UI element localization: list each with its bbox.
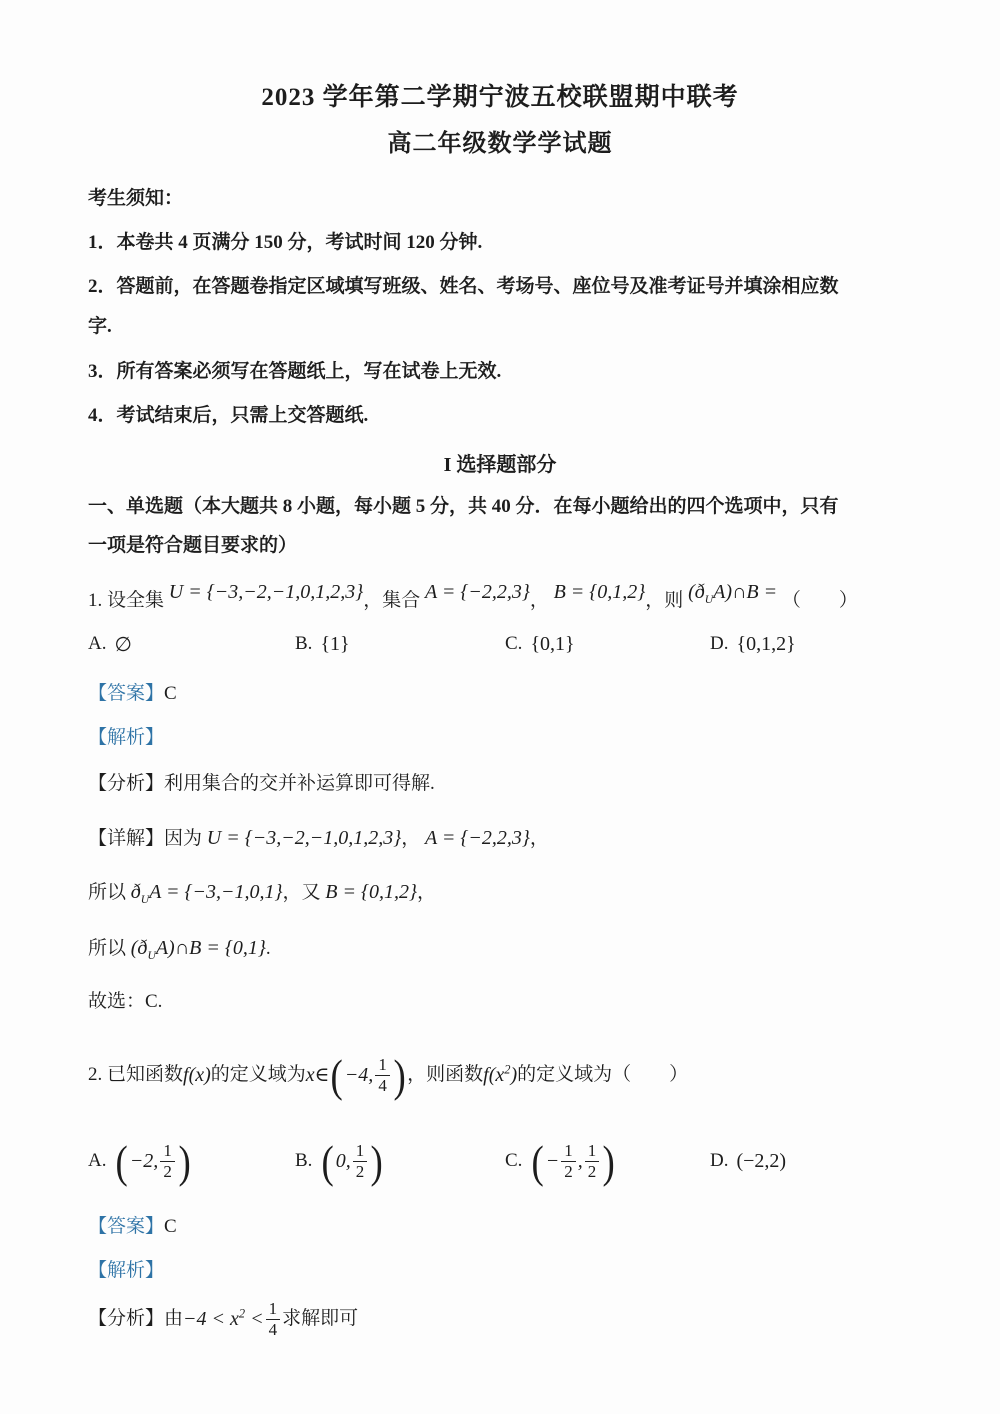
fraction-numerator: 1 bbox=[564, 1140, 573, 1160]
question-1-detail-line-2 bbox=[88, 877, 912, 908]
option-c-value: {0,1} bbox=[530, 632, 575, 655]
complement-rest: A)∩B = bbox=[713, 580, 778, 603]
question-1-detail-line-1 bbox=[88, 823, 912, 854]
question-2-jiexi-line bbox=[88, 1258, 912, 1285]
interval-neg4-quarter bbox=[329, 1049, 407, 1101]
intersection-result-set: A)∩B = {0,1} bbox=[155, 936, 266, 959]
option-c bbox=[505, 633, 710, 656]
fenxi-label: 【分析】 bbox=[88, 773, 165, 795]
option-a bbox=[88, 632, 295, 657]
xiangjie-label: 【详解】 bbox=[88, 827, 165, 849]
detail-end-comma: ， bbox=[529, 827, 549, 849]
fenxi-text: 利用集合的交并补运算即可得解. bbox=[164, 773, 435, 795]
option-b bbox=[295, 1135, 505, 1187]
big-open-paren: ( bbox=[331, 1049, 344, 1101]
interval-left-value: 0, bbox=[335, 1149, 351, 1172]
fenxi-label: 【分析】 bbox=[88, 1308, 165, 1330]
fraction-denominator: 2 bbox=[585, 1161, 600, 1182]
option-a-interval bbox=[114, 1135, 192, 1187]
fraction-one-half bbox=[353, 1141, 368, 1183]
big-close-paren: ) bbox=[178, 1135, 191, 1187]
option-d-value: {0,1,2} bbox=[736, 632, 796, 655]
fx2-close: ) bbox=[510, 1064, 518, 1087]
exam-subtitle: 高二年级数学学试题 bbox=[387, 131, 613, 158]
answer-value: C bbox=[164, 682, 177, 704]
big-close-paren: ) bbox=[393, 1049, 406, 1101]
complement-glyph: ð bbox=[130, 881, 141, 904]
interval-comma: , bbox=[577, 1149, 583, 1172]
fenxi-post: 求解即可 bbox=[282, 1308, 359, 1330]
question-1-answer-line bbox=[88, 681, 912, 708]
detail-text-3: 所以 bbox=[88, 937, 127, 959]
jiexi-label: 【解析】 bbox=[88, 1260, 165, 1281]
question-1-lead: 1. 设全集 bbox=[88, 589, 165, 611]
fraction-numerator: 1 bbox=[378, 1054, 387, 1074]
option-c-label: C. bbox=[505, 633, 523, 655]
option-a-value: ∅ bbox=[114, 633, 132, 656]
function-fx-squared bbox=[483, 1060, 517, 1090]
detail-set-u: U = {−3,−2,−1,0,1,2,3} bbox=[206, 826, 402, 849]
stem-separator-3: ，则 bbox=[645, 589, 684, 611]
detail-complement-a bbox=[130, 881, 283, 907]
notice-heading: 考生须知： bbox=[88, 188, 184, 210]
fx2-open: f(x bbox=[483, 1064, 505, 1087]
fraction-one-fourth bbox=[375, 1055, 390, 1097]
detail-text-1: 因为 bbox=[164, 827, 203, 849]
question-2-fenxi-line bbox=[88, 1299, 912, 1341]
fraction-one-half bbox=[561, 1141, 576, 1183]
complement-subscript: U bbox=[140, 893, 150, 907]
notice-item-3: 3．所有答案必须写在答题纸上，写在试卷上无效. bbox=[88, 360, 502, 382]
set-b-expression: B = {0,1,2} bbox=[553, 580, 646, 603]
question-1-fenxi-line bbox=[88, 770, 912, 799]
x-element-of: x∈ bbox=[305, 1064, 330, 1087]
option-c-interval bbox=[530, 1135, 616, 1187]
big-open-paren: ( bbox=[531, 1135, 545, 1187]
complement-open: (ð bbox=[688, 580, 705, 603]
inequality-expression bbox=[183, 1304, 264, 1334]
complement-subscript: U bbox=[704, 592, 714, 606]
option-b-label: B. bbox=[295, 633, 313, 655]
answer-value: C bbox=[164, 1216, 177, 1238]
question-1-stem bbox=[88, 580, 912, 616]
jiexi-label: 【解析】 bbox=[88, 726, 165, 748]
x-exponent: 2 bbox=[504, 1062, 511, 1077]
question-2-stem bbox=[88, 1042, 912, 1108]
option-b-interval bbox=[320, 1135, 384, 1187]
question-1-conclusion: 故选：C. bbox=[88, 990, 163, 1012]
function-fx: f(x) bbox=[183, 1064, 211, 1087]
detail-intersection-result bbox=[130, 936, 266, 962]
inequality-left: −4 < x bbox=[183, 1308, 239, 1331]
fraction-numerator: 1 bbox=[163, 1140, 172, 1160]
detail-set-a: A = {−2,2,3} bbox=[424, 826, 530, 849]
option-d-value: (−2,2) bbox=[736, 1149, 787, 1172]
complement-result-set: A = {−3,−1,0,1} bbox=[149, 881, 283, 904]
notice-item-4: 4．考试结束后，只需上交答题纸. bbox=[88, 405, 369, 427]
question-1-jiexi-line bbox=[88, 725, 912, 752]
big-close-paren: ) bbox=[370, 1135, 384, 1187]
fraction-numerator: 1 bbox=[268, 1298, 278, 1318]
question-1-detail-line-3 bbox=[88, 933, 912, 964]
answer-blank-parentheses: （ ） bbox=[781, 589, 858, 611]
interval-left-value: −4, bbox=[344, 1064, 374, 1087]
option-d-label: D. bbox=[710, 633, 729, 655]
x-exponent: 2 bbox=[238, 1306, 246, 1321]
option-c bbox=[505, 1135, 710, 1187]
notice-item-2-line-1: 2．答题前，在答题卷指定区域填写班级、姓名、考场号、座位号及准考证号并填涂相应数 bbox=[88, 276, 839, 298]
fraction-denominator: 2 bbox=[561, 1161, 576, 1182]
stem-separator-2: ， bbox=[529, 589, 549, 611]
big-open-paren: ( bbox=[116, 1135, 129, 1187]
detail-end-comma-2: ， bbox=[416, 882, 436, 904]
fenxi-pre: 由 bbox=[164, 1308, 184, 1330]
option-a-label: A. bbox=[88, 633, 107, 655]
big-close-paren: ) bbox=[602, 1135, 616, 1187]
detail-separator-2: ，又 bbox=[282, 882, 321, 904]
section-intro-line-1: 一、单选题（本大题共 8 小题，每小题 5 分，共 40 分．在每小题给出的四个选项中，只有 bbox=[88, 495, 839, 517]
less-than-sign: < bbox=[245, 1308, 264, 1331]
answer-label: 【答案】 bbox=[88, 682, 165, 704]
fraction-one-half bbox=[160, 1141, 175, 1183]
option-c-label: C. bbox=[505, 1150, 523, 1172]
complement-open-paren: (ð bbox=[130, 936, 148, 959]
question-2-answer-line bbox=[88, 1214, 912, 1241]
option-a bbox=[88, 1135, 295, 1187]
notice-item-2-line-2: 字. bbox=[88, 316, 112, 338]
option-a-label: A. bbox=[88, 1150, 107, 1172]
stem-text-3: 的定义域为（ ） bbox=[517, 1064, 689, 1086]
fraction-numerator: 1 bbox=[355, 1140, 365, 1160]
interval-left-value: −2, bbox=[129, 1149, 159, 1172]
set-u-expression: U = {−3,−2,−1,0,1,2,3} bbox=[168, 580, 364, 603]
question-1-options bbox=[88, 632, 912, 657]
exam-title: 2023 学年第二学期宁波五校联盟期中联考 bbox=[261, 84, 739, 111]
section-intro-line-2: 一项是符合题目要求的） bbox=[88, 535, 298, 557]
fraction-numerator: 1 bbox=[587, 1140, 597, 1160]
question-2-options bbox=[88, 1128, 912, 1194]
section-heading: I 选择题部分 bbox=[443, 453, 557, 476]
fraction-one-half bbox=[585, 1141, 600, 1183]
option-b-value: {1} bbox=[320, 632, 350, 655]
question-2-lead: 2. 已知函数 bbox=[88, 1064, 184, 1086]
detail-separator: ， bbox=[401, 827, 421, 849]
detail-period: . bbox=[265, 937, 271, 959]
set-a-expression: A = {−2,2,3} bbox=[424, 580, 530, 603]
complement-subscript: U bbox=[147, 948, 156, 962]
big-open-paren: ( bbox=[321, 1135, 335, 1187]
option-d bbox=[710, 1150, 912, 1173]
option-d-label: D. bbox=[710, 1150, 729, 1172]
stem-text-1: 的定义域为 bbox=[210, 1064, 306, 1086]
fraction-one-fourth bbox=[266, 1299, 281, 1341]
stem-separator-1: ，集合 bbox=[363, 589, 421, 611]
stem-text-2: ，则函数 bbox=[407, 1064, 484, 1086]
detail-set-b: B = {0,1,2} bbox=[325, 881, 417, 904]
option-b-label: B. bbox=[295, 1150, 313, 1172]
option-d bbox=[710, 633, 912, 656]
fraction-denominator: 2 bbox=[160, 1161, 175, 1182]
negative-sign: − bbox=[545, 1149, 560, 1172]
detail-text-2: 所以 bbox=[88, 882, 127, 904]
fraction-denominator: 2 bbox=[353, 1161, 368, 1182]
option-b bbox=[295, 633, 505, 656]
notice-item-1: 1．本卷共 4 页满分 150 分，考试时间 120 分钟. bbox=[88, 231, 483, 253]
complement-expression bbox=[688, 577, 777, 608]
fraction-denominator: 4 bbox=[375, 1075, 390, 1096]
answer-label: 【答案】 bbox=[88, 1216, 165, 1238]
fraction-denominator: 4 bbox=[266, 1319, 281, 1340]
